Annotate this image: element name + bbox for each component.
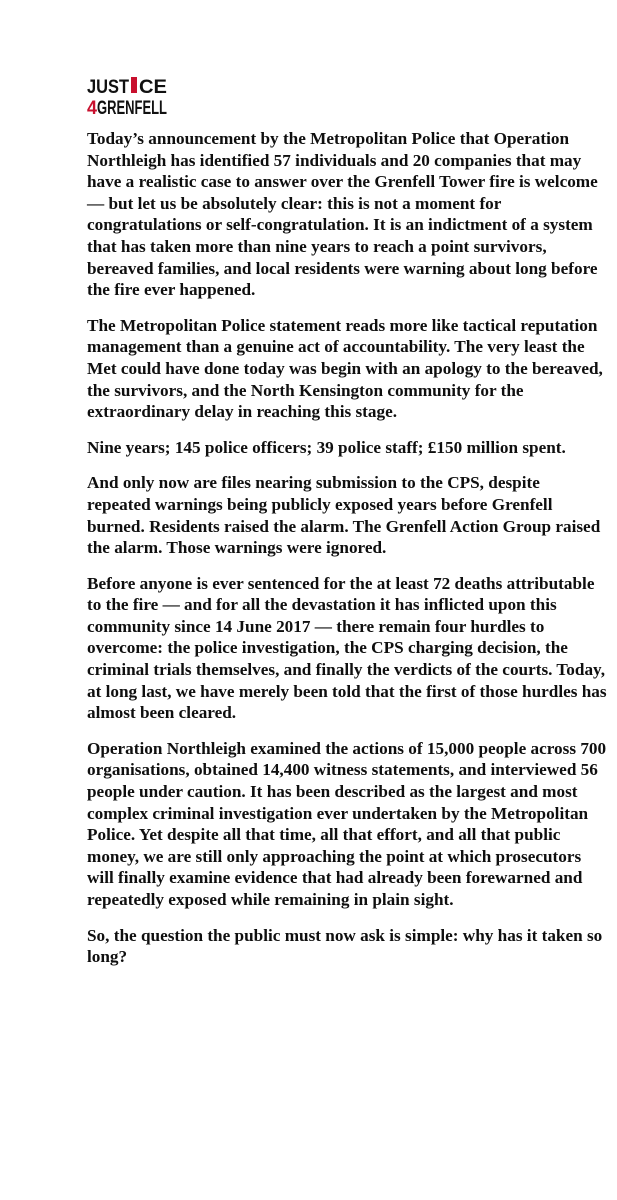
paragraph-hurdles: Before anyone is ever sentenced for the at least 72 deaths attributable to the fire — and for all the devastation it has inflicted upon this community since 14 June 2017 — there remain four hurdles to overcome: the police investigation, the CPS charging decision, the criminal trials themselves, and finally the verdicts of the courts. Today, at long last, we have merely been told that the first of those hurdles has almost been cleared. [87, 573, 607, 723]
logo-red-bar [131, 77, 137, 93]
paragraph-question: So, the question the public must now ask is simple: why has it taken so long? [87, 925, 603, 967]
paragraph-met-statement: The Metropolitan Police statement reads more like tactical reputation management than a genuine act of accountability. The very least the Met could have done today was begin with an apology to the bereaved, the survivors, and the North Kensington community for the extraordinary delay in reaching this stage. [87, 315, 603, 422]
statement-body [87, 128, 607, 982]
paragraph-investigation: Operation Northleigh examined the actions of 15,000 people across 700 organisations, obtained 14,400 witness statements, and interviewed 56 people under caution. It has been described as the largest and most complex criminal investigation ever undertaken by the Metropolitan Police. Yet despite all that time, all that effort, and all that public money, we are still only approaching the point at which prosecutors will finally examine evidence that had already been forewarned and repeatedly exposed while remaining in plain sight. [87, 738, 607, 909]
paragraph-announcement: Today’s announcement by the Metropolitan Police that Operation Northleigh has identified 57 individuals and 20 companies that may have a realistic case to answer over the Grenfell Tower fire is welcome — but let us be absolutely clear: this is not a moment for congratulations or self-congratulation. It is an indictment of a system that has taken more than nine years to reach a point survivors, bereaved families, and local residents were warning about long before the fire ever happened. [87, 129, 598, 300]
paragraph-figures: Nine years; 145 police officers; 39 police staff; £150 million spent. [87, 437, 566, 457]
logo-mark [87, 74, 179, 118]
logo-text-just: JUST [87, 77, 130, 98]
logo-text-4: 4 [87, 98, 98, 119]
logo-text-ce: CE [139, 77, 167, 98]
paragraph-warnings: And only now are files nearing submission to the CPS, despite repeated warnings being publicly exposed years before Grenfell burned. Residents raised the alarm. The Grenfell Action Group raised the alarm. Those warnings were ignored. [87, 473, 601, 558]
logo-text-grenfell: GRENFELL [97, 98, 168, 119]
justice4grenfell-logo [87, 74, 179, 118]
